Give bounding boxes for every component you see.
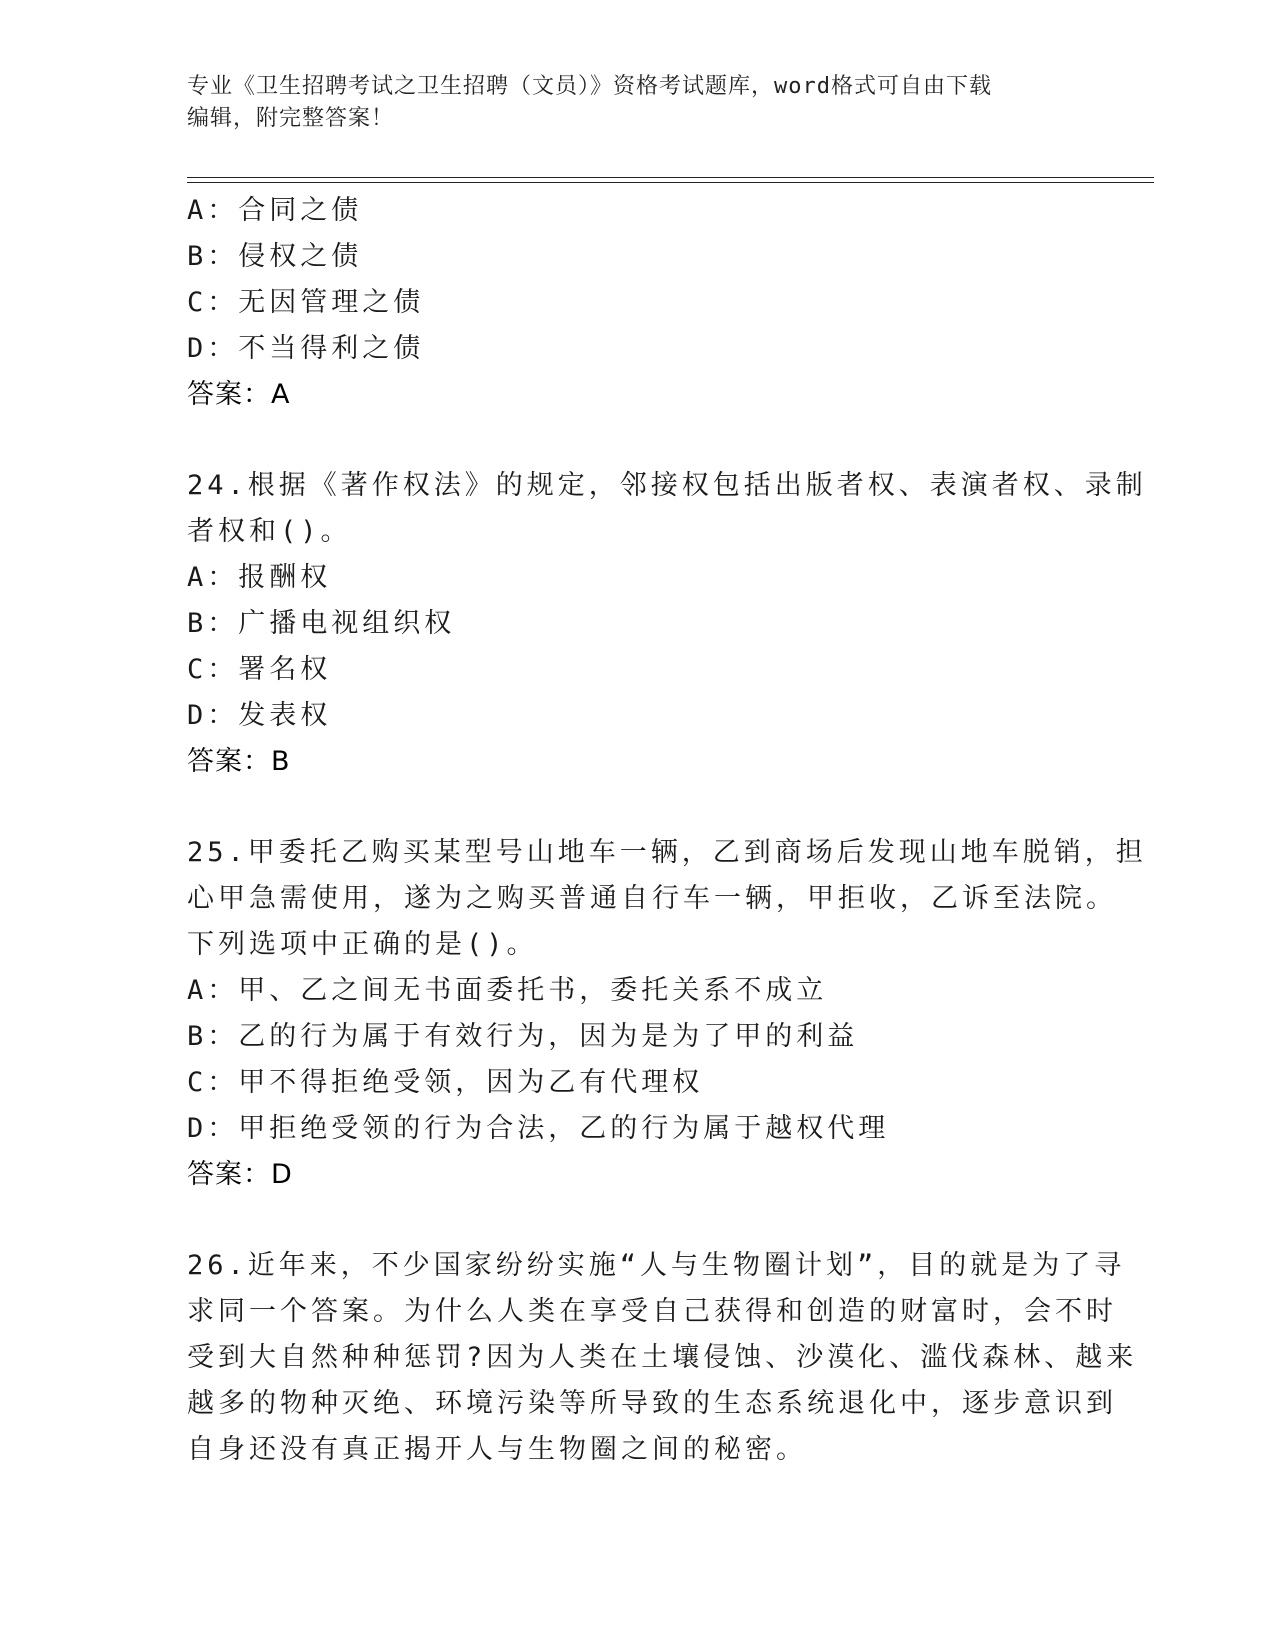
stem-line: 心甲急需使用，遂为之购买普通自行车一辆，甲拒收，乙诉至法院。: [187, 883, 1117, 914]
stem-line: 下列选项中正确的是()。: [187, 929, 538, 960]
option-b: B：广播电视组织权: [187, 608, 456, 639]
option-a: A：甲、乙之间无书面委托书，委托关系不成立: [187, 975, 828, 1006]
option-c: C：无因管理之债: [187, 287, 425, 318]
answer-line: 答案：B: [187, 746, 291, 777]
option-d: D：发表权: [187, 700, 332, 731]
header-rule-top: [187, 177, 1154, 178]
answer-line: 答案：D: [187, 1159, 293, 1190]
question-content: [187, 188, 1147, 1473]
question-stem: [187, 1243, 1138, 1473]
stem-line: 越多的物种灭绝、环境污染等所导致的生态系统退化中，逐步意识到: [187, 1388, 1117, 1419]
option-d: D：甲拒绝受领的行为合法，乙的行为属于越权代理: [187, 1113, 890, 1144]
question-block-26: [187, 1243, 1138, 1473]
header-line-1: 专业《卫生招聘考试之卫生招聘（文员）》资格考试题库，word格式可自由下载: [187, 74, 992, 99]
stem-line: 24.根据《著作权法》的规定，邻接权包括出版者权、表演者权、录制: [187, 470, 1147, 501]
stem-line: 受到大自然种种惩罚?因为人类在土壤侵蚀、沙漠化、滥伐森林、越来: [187, 1342, 1138, 1373]
stem-line: 者权和()。: [187, 516, 352, 547]
stem-line: 自身还没有真正揭开人与生物圈之间的秘密。: [187, 1434, 807, 1465]
document-header: [187, 71, 1067, 135]
option-d: D：不当得利之债: [187, 333, 425, 364]
question-block-24: [187, 463, 1147, 785]
option-a: A：合同之债: [187, 195, 363, 226]
stem-line: 26.近年来，不少国家纷纷实施“人与生物圈计划”，目的就是为了寻: [187, 1250, 1126, 1281]
stem-line: 求同一个答案。为什么人类在享受自己获得和创造的财富时，会不时: [187, 1296, 1117, 1327]
option-b: B：乙的行为属于有效行为，因为是为了甲的利益: [187, 1021, 859, 1052]
option-c: C：署名权: [187, 654, 332, 685]
question-block-25: [187, 830, 1147, 1198]
answer-line: 答案：A: [187, 379, 291, 410]
option-b: B：侵权之债: [187, 241, 363, 272]
header-line-2: 编辑，附完整答案！: [187, 106, 395, 131]
question-block-23: [187, 188, 1087, 418]
question-stem: [187, 830, 1147, 968]
header-rule-bottom: [187, 182, 1154, 183]
option-a: A：报酬权: [187, 562, 332, 593]
stem-line: 25.甲委托乙购买某型号山地车一辆，乙到商场后发现山地车脱销，担: [187, 837, 1147, 868]
option-c: C：甲不得拒绝受领，因为乙有代理权: [187, 1067, 704, 1098]
question-stem: [187, 463, 1147, 555]
